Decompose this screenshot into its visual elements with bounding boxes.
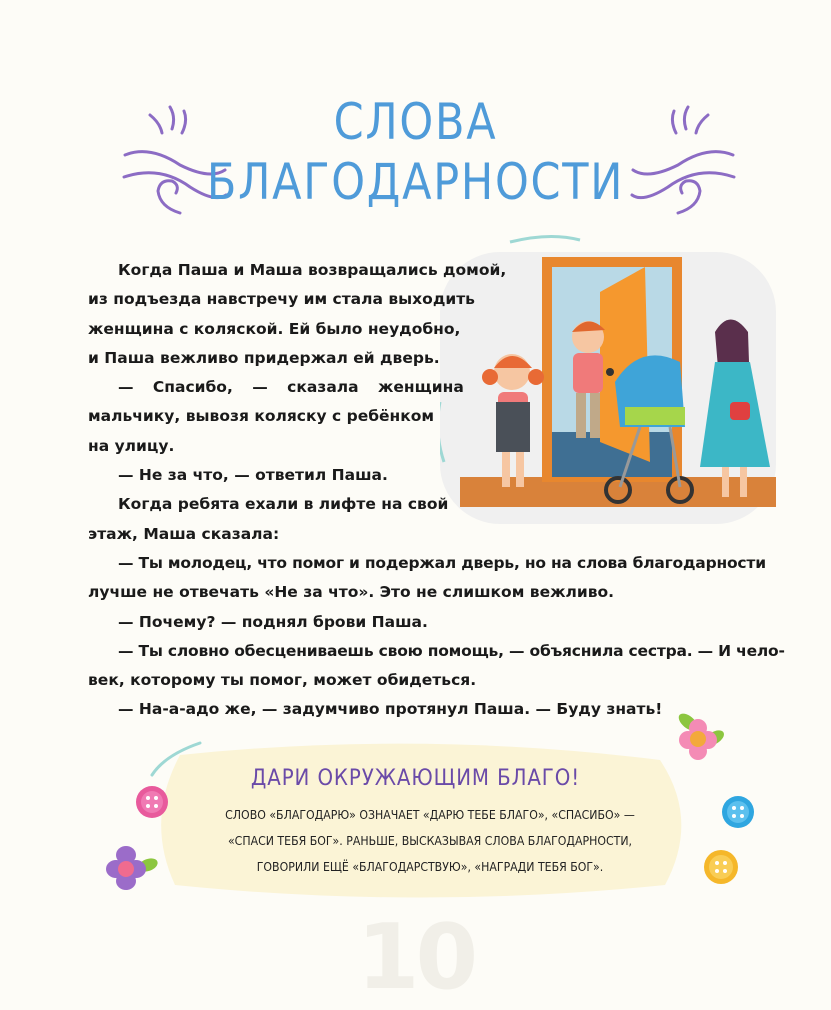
info-line: «СПАСИ ТЕБЯ БОГ». РАНЬШЕ, ВЫСКАЗЫВАЯ СЛОВА БЛАГОДАРНОСТИ, xyxy=(227,834,633,848)
pink-flower-icon xyxy=(668,708,728,768)
story-line: Когда Паша и Маша возвращались домой, xyxy=(118,261,507,279)
story-line: — Спасибо, — сказала женщина xyxy=(118,378,464,397)
story-line: женщина с коляской. Ей было неудобно, xyxy=(88,319,461,338)
yellow-button-icon xyxy=(702,848,740,886)
story-line: Когда ребята ехали в лифте на свой xyxy=(118,495,449,514)
info-line: СЛОВО «БЛАГОДАРЮ» ОЗНАЧАЕТ «ДАРЮ ТЕБЕ БЛАГО», «СПАСИБО» — xyxy=(225,808,635,822)
story-text xyxy=(88,256,785,725)
info-text xyxy=(219,802,642,880)
story-line: и Паша вежливо придержал ей дверь. xyxy=(88,348,440,367)
story-line: век, которому ты помог, может обидеться. xyxy=(88,671,477,690)
story-line: — На-а-адо же, — задумчиво протянул Паша. — Буду знать! xyxy=(118,700,663,719)
story-line: — Ты словно обесцениваешь свою помощь, — объяснила сестра. — И чело- xyxy=(118,641,785,660)
title-line-2: БЛАГОДАРНОСТИ xyxy=(206,153,625,211)
story-line: лучше не отвечать «Не за что». Это не слишком вежливо. xyxy=(88,583,615,602)
purple-flower-icon xyxy=(104,845,160,895)
title-line-1: СЛОВА xyxy=(333,93,498,151)
story-line: — Почему? — поднял брови Паша. xyxy=(118,612,428,631)
story-line: мальчику, вывозя коляску с ребёнком xyxy=(88,407,435,426)
info-line: ГОВОРИЛИ ЕЩЁ «БЛАГОДАРСТВУЮ», «НАГРАДИ ТЕБЯ БОГ». xyxy=(256,860,604,874)
story-line: из подъезда навстречу им стала выходить xyxy=(88,290,475,309)
story-line: — Ты молодец, что помог и подержал дверь, но на слова благодарности xyxy=(118,553,766,572)
pink-button-icon xyxy=(134,784,170,820)
story-line: на улицу. xyxy=(88,436,175,455)
page-title xyxy=(58,92,773,212)
story-line: — Не за что, — ответил Паша. xyxy=(118,466,388,485)
info-title: ДАРИ ОКРУЖАЮЩИМ БЛАГО! xyxy=(250,766,581,791)
blue-button-icon xyxy=(720,794,756,830)
story-line: этаж, Маша сказала: xyxy=(88,524,280,543)
page-number: 10 xyxy=(356,905,475,1010)
